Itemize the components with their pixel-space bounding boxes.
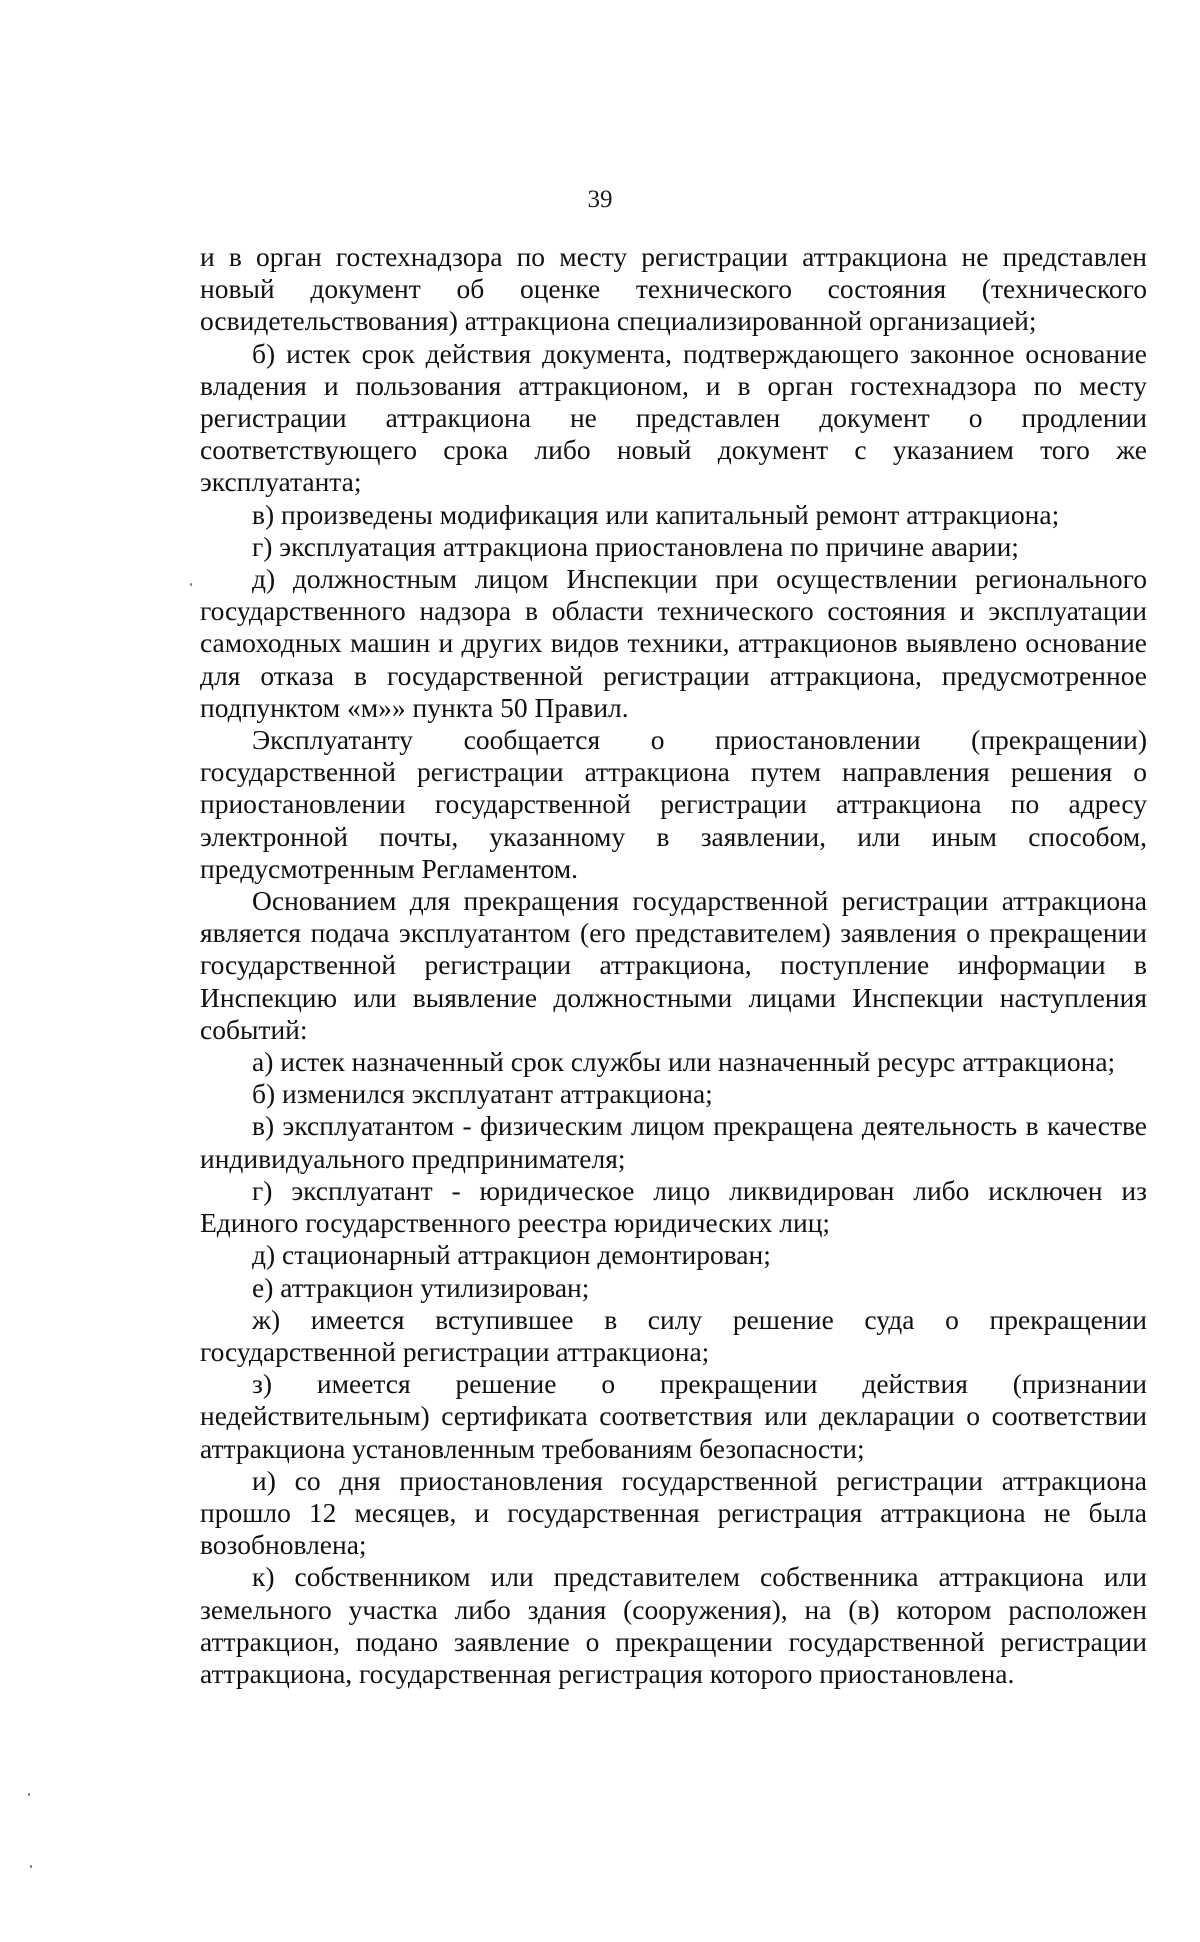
paragraph-item-z: з) имеется решение о прекращении действия (признании недействительным) сертификата соответствия или декларации о соответствии аттракциона установленным требованиям безопасности; xyxy=(200,1368,1147,1464)
scan-speck xyxy=(190,583,192,586)
paragraph-item-k: к) собственником или представителем собственника аттракциона или земельного участка либо здания (сооружения), на (в) котором расположен аттракцион, подано заявление о прекращении государственной регистрации аттракциона, государственная регистрация которого приостановлена. xyxy=(200,1561,1147,1689)
page-number: 39 xyxy=(587,186,613,213)
paragraph-continuation: и в орган гостехнадзора по месту регистрации аттракциона не представлен новый документ об оценке технического состояния (технического освидетельствования) аттракциона специализированной организацией; xyxy=(200,241,1147,337)
paragraph-item-v: в) произведены модификация или капитальный ремонт аттракциона; xyxy=(252,498,1060,530)
paragraph-notification: Эксплуатанту сообщается о приостановлении (прекращении) государственной регистрации аттракциона путем направления решения о приостановлении государственной регистрации аттракциона по адресу электронной почты, указанному в заявлении, или иным способом, предусмотренным Регламентом. xyxy=(200,724,1147,884)
paragraph-item-v2: в) эксплуатантом - физическим лицом прекращена деятельность в качестве индивидуального предпринимателя; xyxy=(200,1110,1147,1174)
paragraph-item-d2: д) стационарный аттракцион демонтирован; xyxy=(252,1239,771,1271)
paragraph-item-a: а) истек назначенный срок службы или назначенный ресурс аттракциона; xyxy=(252,1046,1116,1078)
paragraph-item-b: б) истек срок действия документа, подтверждающего законное основание владения и пользования аттракционом, и в орган гостехнадзора по месту регистрации аттракциона не представлен документ о продлении соответствующего срока либо новый документ с указанием того же эксплуатанта; xyxy=(200,337,1147,498)
paragraph-item-zh: ж) имеется вступившее в силу решение суда о прекращении государственной регистрации аттракциона; xyxy=(200,1303,1147,1367)
paragraph-item-d: д) должностным лицом Инспекции при осуществлении регионального государственного надзора в области технического состояния и эксплуатации самоходных машин и других видов техники, аттракционов выявлено основание для отказа в государственной регистрации аттракциона, предусмотренное подпунктом «м»» пункта 50 Правил. xyxy=(200,563,1147,723)
scan-speck xyxy=(28,1793,30,1796)
paragraph-item-b2: б) изменился эксплуатант аттракциона; xyxy=(252,1078,713,1110)
document-body xyxy=(200,241,1147,1690)
paragraph-item-g: г) эксплуатация аттракциона приостановлена по причине аварии; xyxy=(252,530,1019,562)
paragraph-item-e: е) аттракцион утилизирован; xyxy=(252,1271,590,1303)
paragraph-termination-grounds: Основанием для прекращения государственной регистрации аттракциона является подача эксплуатантом (его представителем) заявления о прекращении государственной регистрации аттракциона, поступление информации в Инспекцию или выявление должностными лицами Инспекции наступления событий: xyxy=(200,885,1147,1045)
paragraph-item-i: и) со дня приостановления государственной регистрации аттракциона прошло 12 месяцев, и государственная регистрация аттракциона не была возобновлена; xyxy=(200,1464,1147,1561)
paragraph-item-g2: г) эксплуатант - юридическое лицо ликвидирован либо исключен из Единого государственного реестра юридических лиц; xyxy=(200,1174,1147,1239)
scan-speck xyxy=(30,1865,32,1868)
